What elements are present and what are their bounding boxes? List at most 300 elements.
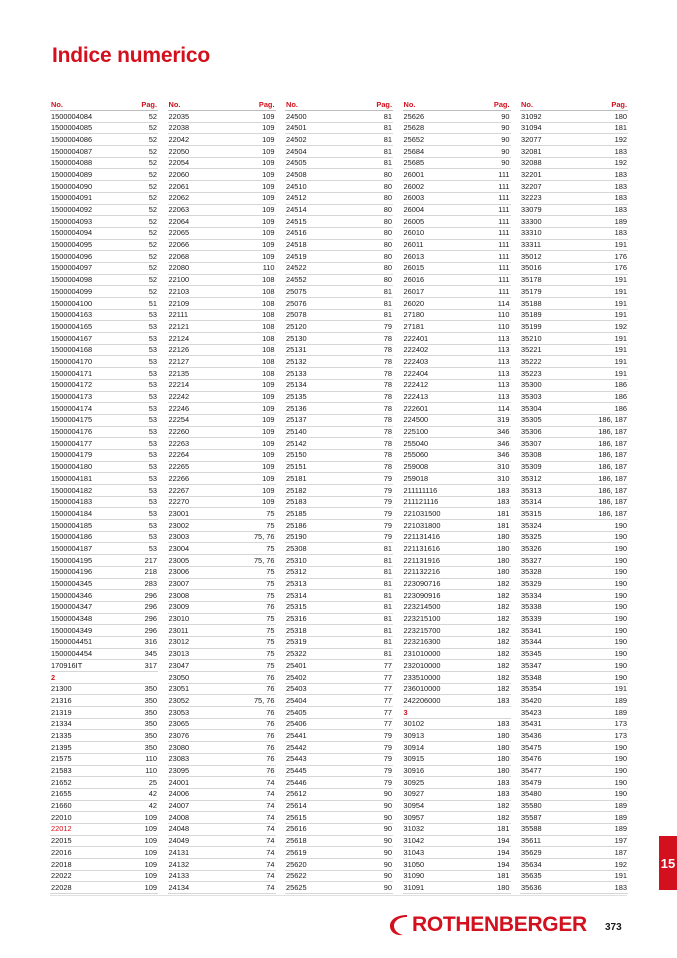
- table-row: [168, 193, 276, 205]
- table-row: [403, 754, 511, 766]
- table-row: [285, 368, 393, 380]
- table-row: [520, 602, 628, 614]
- table-row: [520, 462, 628, 474]
- page-reference: 108: [262, 275, 275, 285]
- page-reference: 78: [383, 415, 392, 425]
- table-row: [520, 146, 628, 158]
- page-reference: 113: [497, 368, 510, 378]
- page-reference: 114: [497, 403, 510, 413]
- item-number: 25134: [286, 380, 307, 390]
- table-row: [50, 602, 158, 614]
- page-reference: 79: [383, 766, 392, 775]
- table-row: [50, 520, 158, 532]
- table-row: [403, 216, 511, 228]
- table-row: [285, 333, 393, 345]
- table-row: [520, 450, 628, 462]
- table-row: [403, 473, 511, 485]
- item-number: 35315: [521, 508, 542, 518]
- item-number: 27181: [403, 321, 425, 331]
- table-row: [520, 742, 628, 754]
- page-reference: 90: [501, 123, 510, 133]
- page-reference: 183: [497, 789, 510, 799]
- table-row: [403, 625, 511, 637]
- item-number: 236010000: [403, 684, 441, 694]
- page-reference: 53: [148, 321, 157, 331]
- table-row: [285, 123, 393, 135]
- item-number: 30915: [403, 754, 425, 764]
- item-number: 232010000: [403, 660, 441, 670]
- item-number: 35634: [521, 859, 542, 869]
- table-row: [168, 497, 276, 509]
- table-row: [168, 450, 276, 462]
- item-number: 1500004347: [51, 602, 93, 612]
- page-reference: 183: [614, 193, 627, 203]
- item-number: 1500004099: [51, 286, 93, 296]
- item-number: 24512: [286, 193, 307, 203]
- item-number: 24515: [286, 216, 307, 226]
- item-number: 1500004345: [51, 579, 93, 588]
- table-row: [50, 321, 158, 333]
- page-reference: 191: [614, 286, 627, 296]
- table-row: [168, 684, 276, 696]
- table-row: [168, 730, 276, 742]
- page-reference: 283: [144, 579, 157, 588]
- page-reference: 183: [497, 497, 510, 507]
- index-table: [50, 98, 628, 892]
- item-number: 3: [403, 707, 408, 717]
- page-reference: 182: [497, 579, 510, 588]
- item-number: 30913: [403, 730, 425, 740]
- table-row: [520, 345, 628, 357]
- page-reference: 186: [614, 380, 627, 390]
- table-row: [520, 672, 628, 684]
- table-row: [285, 485, 393, 497]
- item-number: 30102: [403, 719, 425, 729]
- page-reference: 182: [497, 614, 510, 624]
- item-number: 24508: [286, 169, 307, 179]
- item-number: 23095: [168, 766, 190, 775]
- item-number: 231010000: [403, 649, 441, 659]
- table-row: [285, 298, 393, 310]
- item-number: 35354: [521, 684, 542, 694]
- page-reference: 81: [383, 614, 392, 624]
- item-number: 22068: [168, 251, 190, 261]
- table-row: [285, 134, 393, 146]
- table-row: [168, 614, 276, 626]
- page-reference: 75: [266, 567, 275, 577]
- page-reference: 81: [383, 637, 392, 647]
- table-row: [520, 415, 628, 427]
- page-reference: 52: [148, 240, 157, 250]
- page-reference: 181: [497, 508, 510, 518]
- table-row: [520, 684, 628, 696]
- item-number: 22060: [168, 169, 190, 179]
- item-number: 25185: [286, 508, 307, 518]
- table-row: [168, 801, 276, 813]
- page-reference: 78: [383, 345, 392, 355]
- page-reference: 109: [144, 871, 157, 881]
- page-reference: 53: [148, 356, 157, 366]
- item-number: 32207: [521, 181, 542, 191]
- table-row: [520, 169, 628, 181]
- index-column: [520, 98, 628, 894]
- item-number: 35327: [521, 555, 542, 565]
- page-reference: 53: [148, 532, 157, 542]
- page-reference: 183: [614, 228, 627, 238]
- table-row: [285, 520, 393, 532]
- item-number: 26005: [403, 216, 425, 226]
- table-row: [168, 473, 276, 485]
- item-number: 23012: [168, 637, 190, 647]
- page-reference: 79: [383, 508, 392, 518]
- page-reference: 113: [497, 333, 510, 343]
- item-number: 25076: [286, 298, 307, 308]
- page-reference: 81: [383, 579, 392, 588]
- table-row: [285, 555, 393, 567]
- item-number: 35480: [521, 789, 542, 799]
- item-number: 25445: [286, 766, 307, 775]
- page-reference: 190: [614, 579, 627, 588]
- page-reference: 51: [148, 298, 157, 308]
- page-reference: 80: [383, 228, 392, 238]
- item-number: 25312: [286, 567, 307, 577]
- item-number: 33079: [521, 205, 542, 214]
- table-row: [520, 497, 628, 509]
- table-row: [520, 310, 628, 322]
- page-reference: 191: [614, 275, 627, 285]
- table-row: [50, 508, 158, 520]
- item-number: 23050: [168, 672, 190, 682]
- table-row: [50, 625, 158, 637]
- table-row: [50, 812, 158, 824]
- item-number: 22242: [168, 392, 190, 401]
- page-reference: 79: [383, 520, 392, 530]
- page-reference: 183: [614, 169, 627, 179]
- table-row: [168, 275, 276, 287]
- table-row: [285, 695, 393, 707]
- table-row: [50, 754, 158, 766]
- table-row: [403, 672, 511, 684]
- item-number: 22064: [168, 216, 190, 226]
- table-row: [403, 602, 511, 614]
- item-number: 211111116: [403, 485, 438, 495]
- table-row: [520, 567, 628, 579]
- item-number: 24552: [286, 275, 307, 285]
- page-reference: 77: [383, 660, 392, 670]
- item-number: 31091: [403, 882, 425, 892]
- table-row: [520, 134, 628, 146]
- table-row: [285, 356, 393, 368]
- page-reference: 189: [614, 216, 627, 226]
- item-number: 35338: [521, 602, 542, 612]
- table-row: [168, 240, 276, 252]
- page-reference: 90: [501, 146, 510, 156]
- page-reference: 186, 187: [598, 450, 627, 460]
- page-reference: 78: [383, 427, 392, 437]
- table-row: [403, 228, 511, 240]
- page-reference: 182: [497, 637, 510, 647]
- page-reference: 189: [614, 812, 627, 822]
- table-row: [50, 403, 158, 415]
- table-row: [403, 438, 511, 450]
- table-row: [168, 228, 276, 240]
- page-reference: 81: [383, 602, 392, 612]
- table-row: [285, 567, 393, 579]
- page-reference: 76: [266, 672, 275, 682]
- item-number: 1500004175: [51, 415, 93, 425]
- table-row: [50, 801, 158, 813]
- table-row: [50, 193, 158, 205]
- item-number: 32201: [521, 169, 542, 179]
- page-reference: 78: [383, 333, 392, 343]
- table-row: [168, 310, 276, 322]
- table-row: [285, 847, 393, 859]
- item-number: 1500004091: [51, 193, 93, 203]
- table-row: [168, 777, 276, 789]
- item-number: 22121: [168, 321, 190, 331]
- table-row: [168, 625, 276, 637]
- table-row: [520, 730, 628, 742]
- table-row: [520, 801, 628, 813]
- table-row: [168, 836, 276, 848]
- item-number: 30916: [403, 766, 425, 775]
- item-number: 222412: [403, 380, 429, 390]
- item-number: 24510: [286, 181, 307, 191]
- page-reference: 78: [383, 403, 392, 413]
- page-reference: 108: [262, 321, 275, 331]
- table-row: [50, 450, 158, 462]
- item-number: 35423: [521, 707, 542, 717]
- item-number: 25620: [286, 859, 307, 869]
- table-row: [50, 111, 158, 123]
- page-reference: 350: [144, 719, 157, 729]
- item-number: 221132216: [403, 567, 440, 577]
- item-number: 1500004172: [51, 380, 93, 390]
- item-number: 223090716: [403, 579, 441, 588]
- page-reference: 77: [383, 684, 392, 694]
- item-number: 1500004095: [51, 240, 93, 250]
- table-row: [168, 158, 276, 170]
- page-reference: 53: [148, 543, 157, 553]
- page-reference: 183: [614, 181, 627, 191]
- item-number: 1500004451: [51, 637, 93, 647]
- page-reference: 109: [262, 380, 275, 390]
- page-reference: 110: [262, 263, 275, 273]
- page-reference: 110: [145, 766, 157, 775]
- item-number: 25136: [286, 403, 307, 413]
- table-row: [403, 462, 511, 474]
- table-row: [520, 555, 628, 567]
- table-row: [403, 485, 511, 497]
- item-number: 25137: [286, 415, 307, 425]
- page-reference: 53: [148, 427, 157, 437]
- item-number: 22054: [168, 158, 190, 168]
- page-reference: 111: [498, 205, 510, 214]
- table-row: [403, 801, 511, 813]
- item-number: 24131: [168, 847, 190, 857]
- page-reference: 113: [497, 392, 510, 401]
- page-reference: 108: [262, 310, 275, 320]
- item-number: 1500004163: [51, 310, 93, 320]
- item-number: 221031500: [403, 508, 441, 518]
- table-row: [285, 216, 393, 228]
- table-row: [520, 251, 628, 263]
- table-row: [520, 240, 628, 252]
- table-row: [285, 730, 393, 742]
- item-number: 35334: [521, 590, 542, 600]
- page-reference: 75: [266, 543, 275, 553]
- table-row: [168, 380, 276, 392]
- item-number: 32088: [521, 158, 542, 168]
- item-number: 26013: [403, 251, 425, 261]
- item-number: 1500004177: [51, 438, 93, 448]
- item-number: 21300: [51, 684, 72, 694]
- page-reference: 191: [614, 240, 627, 250]
- item-number: 25120: [286, 321, 307, 331]
- page-reference: 90: [383, 801, 392, 811]
- page-reference: 190: [614, 766, 627, 775]
- table-row: [50, 380, 158, 392]
- page-reference: 75: [266, 637, 275, 647]
- table-row: [403, 333, 511, 345]
- page-reference: 186, 187: [598, 415, 627, 425]
- table-row: [285, 836, 393, 848]
- page-reference: 345: [144, 649, 157, 659]
- item-number: 23008: [168, 590, 190, 600]
- item-number: 1500004346: [51, 590, 93, 600]
- page-reference: 81: [383, 310, 392, 320]
- item-number: 25181: [286, 473, 307, 483]
- item-number: 22135: [168, 368, 190, 378]
- page-reference: 90: [501, 134, 510, 144]
- item-number: 1500004348: [51, 614, 93, 624]
- header-pag: Pag.: [611, 99, 627, 109]
- item-number: 22260: [168, 427, 190, 437]
- brand-logo: [388, 910, 587, 940]
- table-row: [403, 356, 511, 368]
- table-row: [168, 485, 276, 497]
- table-row: [520, 637, 628, 649]
- page-reference: 108: [262, 368, 275, 378]
- page-reference: 76: [266, 719, 275, 729]
- table-row: [403, 415, 511, 427]
- table-row: [50, 684, 158, 696]
- table-row: [50, 134, 158, 146]
- table-row: [520, 193, 628, 205]
- page-reference: 109: [262, 240, 275, 250]
- item-number: 25142: [286, 438, 307, 448]
- item-number: 35221: [521, 345, 542, 355]
- table-row: [403, 614, 511, 626]
- page-reference: 81: [383, 567, 392, 577]
- table-row: [50, 473, 158, 485]
- page-reference: 110: [497, 321, 510, 331]
- page-reference: 186, 187: [598, 427, 627, 437]
- table-row: [50, 871, 158, 883]
- table-row: [285, 169, 393, 181]
- item-number: 1500004196: [51, 567, 93, 577]
- table-row: [520, 766, 628, 778]
- page-reference: 52: [148, 286, 157, 296]
- table-row: [403, 508, 511, 520]
- item-number: 23065: [168, 719, 190, 729]
- page-reference: 74: [266, 836, 275, 846]
- table-row: [50, 216, 158, 228]
- table-row: [520, 473, 628, 485]
- item-number: 23003: [168, 532, 190, 542]
- page-reference: 78: [383, 392, 392, 401]
- item-number: 25151: [286, 462, 307, 472]
- page-reference: 74: [266, 824, 275, 834]
- item-number: 24008: [168, 812, 190, 822]
- page-reference: 109: [144, 824, 157, 834]
- table-row: [285, 543, 393, 555]
- item-number: 25308: [286, 543, 307, 553]
- page-reference: 191: [614, 345, 627, 355]
- page-reference: 190: [614, 555, 627, 565]
- item-number: 23047: [168, 660, 190, 670]
- table-row: [285, 672, 393, 684]
- table-row: [50, 310, 158, 322]
- item-number: 35580: [521, 801, 542, 811]
- table-row: [168, 286, 276, 298]
- table-row: [50, 859, 158, 871]
- item-number: 35611: [521, 836, 542, 846]
- table-row: [50, 590, 158, 602]
- page-reference: 53: [148, 438, 157, 448]
- page-reference: 191: [614, 356, 627, 366]
- item-number: 25622: [286, 871, 307, 881]
- page-reference: 90: [383, 836, 392, 846]
- table-row: [168, 637, 276, 649]
- table-row: [168, 847, 276, 859]
- item-number: 25183: [286, 497, 307, 507]
- page-reference: 79: [383, 532, 392, 542]
- table-row: [285, 146, 393, 158]
- item-number: 32223: [521, 193, 542, 203]
- page-reference: 191: [614, 368, 627, 378]
- page-reference: 111: [498, 240, 510, 250]
- header-pag: Pag.: [141, 99, 157, 109]
- table-row: [50, 415, 158, 427]
- table-row: [520, 871, 628, 883]
- item-number: 35636: [521, 882, 542, 892]
- column-header: [520, 98, 628, 111]
- page-reference: 181: [497, 871, 510, 881]
- page-reference: 78: [383, 356, 392, 366]
- item-number: 25442: [286, 742, 307, 752]
- table-row: [403, 403, 511, 415]
- table-row: [285, 684, 393, 696]
- item-number: 30914: [403, 742, 425, 752]
- page-reference: 182: [497, 590, 510, 600]
- item-number: 22109: [168, 298, 190, 308]
- page-reference: 109: [262, 193, 275, 203]
- item-number: 221031800: [403, 520, 441, 530]
- page-reference: 78: [383, 438, 392, 448]
- item-number: 1500004090: [51, 181, 93, 191]
- page-reference: 75: [266, 579, 275, 588]
- table-row: [168, 567, 276, 579]
- item-number: 1500004182: [51, 485, 93, 495]
- page-reference: 114: [497, 298, 510, 308]
- item-number: 22266: [168, 473, 190, 483]
- page-reference: 109: [144, 882, 157, 892]
- page-reference: 75, 76: [253, 555, 275, 565]
- table-row: [403, 777, 511, 789]
- item-number: 1500004096: [51, 251, 93, 261]
- table-row: [285, 777, 393, 789]
